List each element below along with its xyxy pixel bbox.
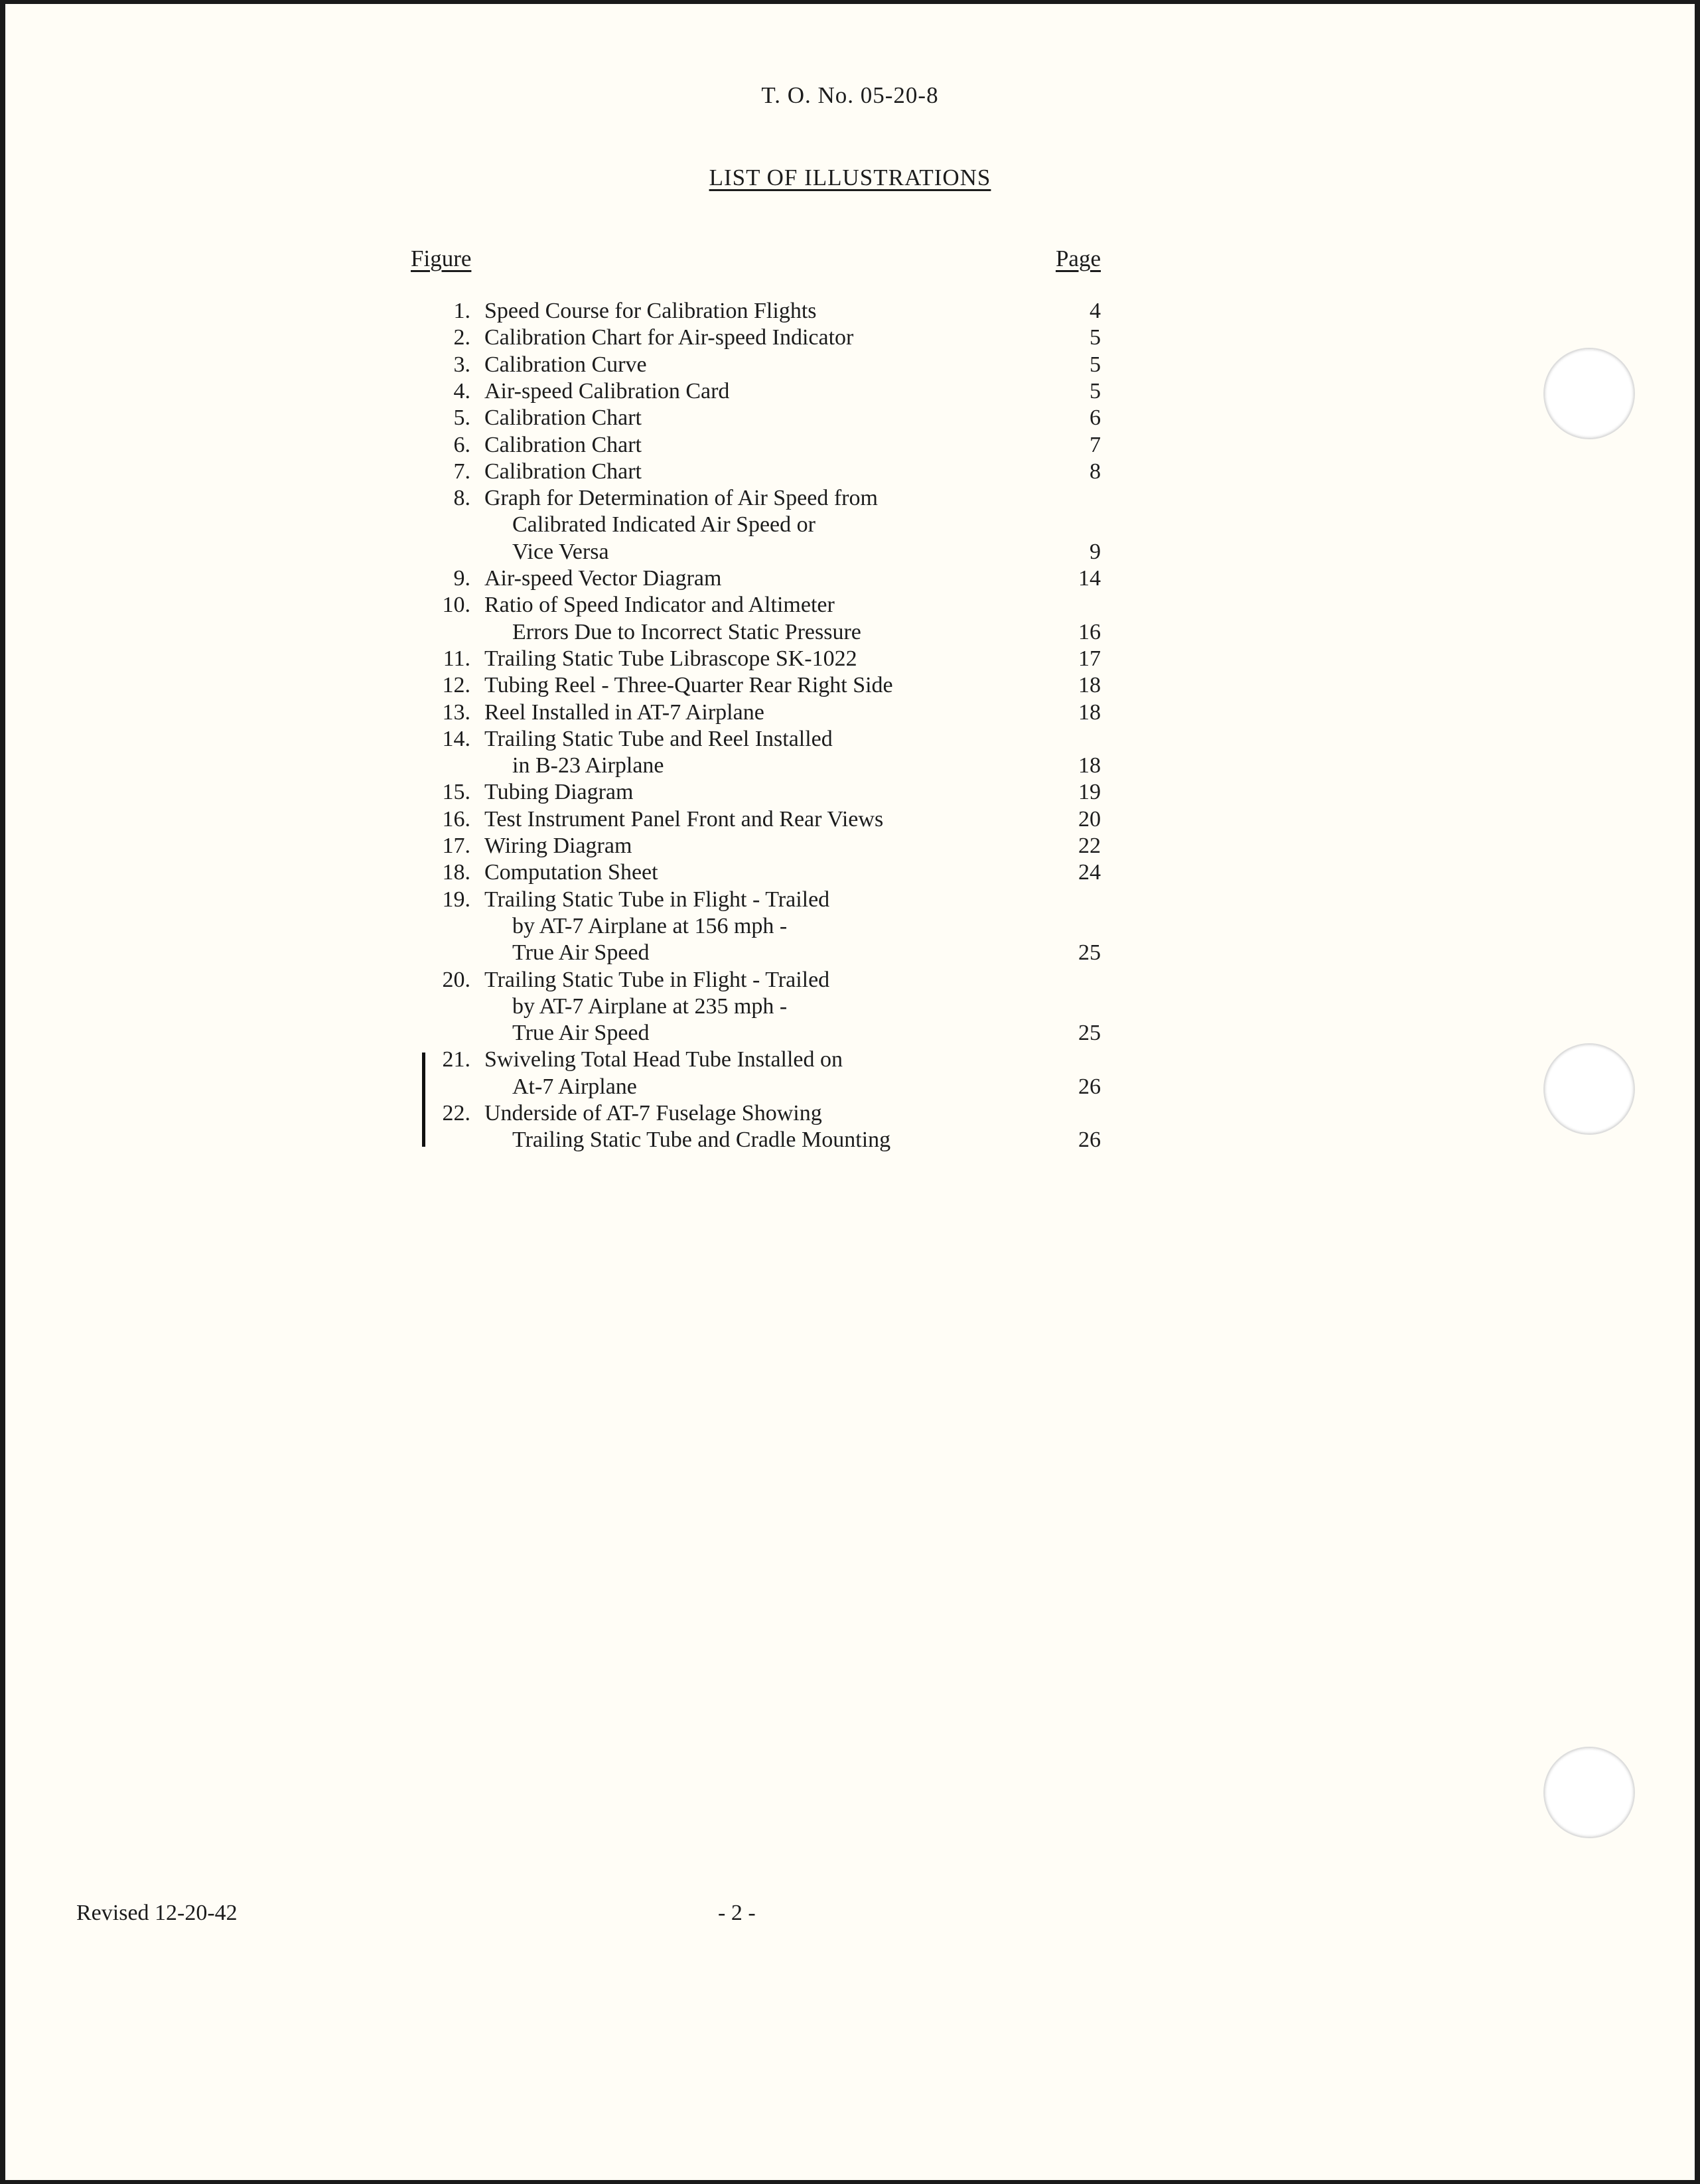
figure-page: 16 [1078,619,1101,644]
figure-page: 26 [1078,1128,1101,1153]
figure-title: Vice Versa [512,539,609,564]
figure-title: Ratio of Speed Indicator and Altimeter [484,593,835,618]
figure-page: 22 [1078,834,1101,858]
list-item-line [5,913,1695,940]
figure-title: At-7 Airplane [512,1074,637,1099]
list-item-line [5,539,1695,565]
figure-title: in B-23 Airplane [512,753,664,778]
figure-number: 17. [442,834,470,858]
figure-page: 14 [1078,566,1101,591]
figure-number: 19. [442,887,470,912]
figure-title: by AT-7 Airplane at 235 mph - [512,993,788,1019]
figure-number: 12. [442,673,470,698]
figure-title: Swiveling Total Head Tube Installed on [484,1047,843,1072]
list-item-line [5,672,1695,699]
figure-page: 5 [1090,352,1101,377]
list-item-line [5,512,1695,538]
page-title-text: LIST OF ILLUSTRATIONS [709,165,991,190]
revision-change-bar [422,1053,425,1147]
column-header-figure: Figure [411,246,472,271]
figure-number: 10. [442,593,470,618]
figure-number: 5. [453,405,470,431]
list-item-line [5,325,1695,351]
list-item-line [5,298,1695,325]
figure-number: 9. [453,566,470,591]
list-item-line [5,352,1695,378]
figure-number: 18. [442,860,470,885]
figure-number: 1. [453,299,470,323]
list-item-line [5,619,1695,646]
figure-title: Computation Sheet [484,860,658,885]
figure-title: Trailing Static Tube and Reel Installed [484,726,833,751]
document-number: T. O. No. 05-20-8 [761,82,939,108]
list-item-line [5,1100,1695,1127]
list-item-line [5,859,1695,886]
figure-number: 14. [442,726,470,751]
list-item-line [5,592,1695,619]
page-title [5,165,1695,191]
figure-title: Underside of AT-7 Fuselage Showing [484,1101,822,1126]
list-item-line [5,833,1695,859]
figure-title: Trailing Static Tube Librascope SK-1022 [484,646,857,671]
figure-title: Calibration Chart [484,405,642,431]
punch-hole [1543,1043,1635,1135]
list-item-line [5,806,1695,833]
list-item-line [5,565,1695,592]
figure-page: 18 [1078,673,1101,698]
figure-number: 7. [453,459,470,484]
figure-title: Test Instrument Panel Front and Rear Views [484,806,884,832]
punch-hole [1543,348,1635,439]
figure-title: Calibration Chart for Air-speed Indicator [484,325,854,350]
list-item-line [5,993,1695,1020]
figure-page: 19 [1078,780,1101,805]
figure-number: 16. [442,806,470,832]
figure-title: Tubing Diagram [484,780,634,805]
figure-number: 8. [453,486,470,511]
list-item-line [5,779,1695,806]
figure-page: 20 [1078,806,1101,832]
list-item-line [5,485,1695,512]
document-page [5,4,1695,2180]
figure-title: Trailing Static Tube in Flight - Trailed [484,967,830,992]
figure-page: 25 [1078,1021,1101,1046]
figure-page: 5 [1090,378,1101,403]
list-item-line [5,432,1695,459]
list-item-line [5,1020,1695,1047]
page-number: - 2 - [718,1901,756,1925]
revision-date: Revised 12-20-42 [76,1901,238,1925]
figure-number: 15. [442,780,470,805]
list-item-line [5,1074,1695,1100]
figure-page: 6 [1090,405,1101,431]
figure-page: 26 [1078,1074,1101,1099]
punch-hole [1543,1747,1635,1838]
figure-number: 6. [453,432,470,457]
list-item-line [5,753,1695,779]
figure-number: 13. [442,699,470,725]
list-item-line [5,967,1695,993]
figure-title: Tubing Reel - Three-Quarter Rear Right Side [484,673,893,698]
list-item-line [5,940,1695,966]
list-item-line [5,699,1695,726]
list-item-line [5,405,1695,431]
figure-page: 18 [1078,753,1101,778]
figure-number: 4. [453,378,470,403]
list-item-line [5,887,1695,913]
figure-title: Calibration Chart [484,432,642,457]
figure-title: Wiring Diagram [484,834,632,858]
figure-number: 11. [443,646,470,671]
figure-page: 17 [1078,646,1101,671]
figure-title: Air-speed Vector Diagram [484,566,722,591]
list-item-line [5,459,1695,485]
figure-page: 8 [1090,459,1101,484]
figure-page: 24 [1078,860,1101,885]
figure-number: 22. [442,1101,470,1126]
figure-title: Calibrated Indicated Air Speed or [512,512,815,538]
figure-title: True Air Speed [512,1021,650,1046]
figure-number: 2. [453,325,470,350]
figure-title: Errors Due to Incorrect Static Pressure [512,619,861,644]
list-item-line [5,726,1695,753]
figure-page: 7 [1090,432,1101,457]
figure-page: 25 [1078,940,1101,966]
figure-title: Calibration Curve [484,352,647,377]
figure-number: 3. [453,352,470,377]
figure-title: Graph for Determination of Air Speed from [484,486,878,511]
list-item-line [5,1127,1695,1153]
figure-title: Calibration Chart [484,459,642,484]
figure-page: 5 [1090,325,1101,350]
list-item-line [5,1047,1695,1073]
list-item-line [5,378,1695,405]
column-header-page: Page [1055,246,1101,271]
figure-title: Trailing Static Tube in Flight - Trailed [484,887,830,912]
figure-title: Air-speed Calibration Card [484,378,730,403]
figure-page: 4 [1090,299,1101,323]
figure-title: Speed Course for Calibration Flights [484,299,817,323]
figure-title: Trailing Static Tube and Cradle Mounting [512,1128,891,1153]
figure-title: True Air Speed [512,940,650,966]
list-item-line [5,646,1695,672]
figure-title: Reel Installed in AT-7 Airplane [484,699,764,725]
figure-page: 9 [1090,539,1101,564]
figure-title: by AT-7 Airplane at 156 mph - [512,913,788,938]
figure-number: 20. [442,967,470,992]
figure-page: 18 [1078,699,1101,725]
figure-number: 21. [442,1047,470,1072]
